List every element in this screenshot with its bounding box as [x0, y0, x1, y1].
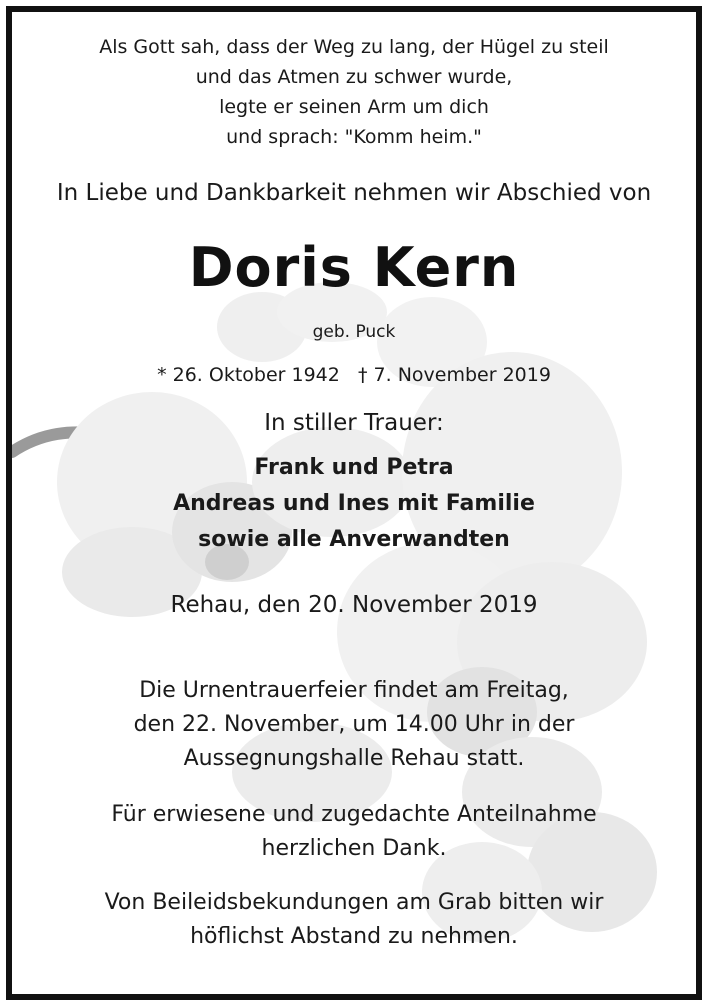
birth-date: * 26. Oktober 1942	[157, 364, 340, 386]
mourner-line: Andreas und Ines mit Familie	[173, 491, 535, 516]
ceremony-line: den 22. November, um 14.00 Uhr in der	[133, 712, 575, 737]
death-date: † 7. November 2019	[357, 364, 551, 386]
request-line: Von Beileidsbekundungen am Grab bitten wir	[104, 890, 604, 915]
poem-line-2: und das Atmen zu schwer wurde,	[195, 66, 513, 88]
mourner-line: sowie alle Anverwandten	[198, 527, 510, 552]
place-date: Rehau, den 20. November 2019	[170, 592, 538, 618]
poem-line-3: legte er seinen Arm um dich	[219, 96, 489, 118]
ceremony-line: Die Urnentrauerfeier findet am Freitag,	[139, 678, 569, 703]
request-line: höflichst Abstand zu nehmen.	[190, 924, 518, 949]
birth-name: geb. Puck	[312, 322, 396, 342]
deceased-name: Doris Kern	[188, 236, 520, 299]
poem-line-4: und sprach: "Komm heim."	[226, 126, 482, 148]
mourner-line: Frank und Petra	[254, 455, 454, 480]
life-dates	[12, 364, 696, 386]
obituary-notice	[6, 6, 702, 1000]
thanks-line: Für erwiesene und zugedachte Anteilnahme	[111, 802, 597, 827]
mourning-title: In stiller Trauer:	[264, 410, 444, 436]
ceremony-line: Aussegnungshalle Rehau statt.	[183, 746, 525, 771]
thanks-line: herzlichen Dank.	[261, 836, 447, 861]
intro-text: In Liebe und Dankbarkeit nehmen wir Abschied von	[56, 180, 652, 206]
poem-line-1: Als Gott sah, dass der Weg zu lang, der Hügel zu steil	[99, 36, 609, 58]
notice-text	[12, 12, 696, 994]
